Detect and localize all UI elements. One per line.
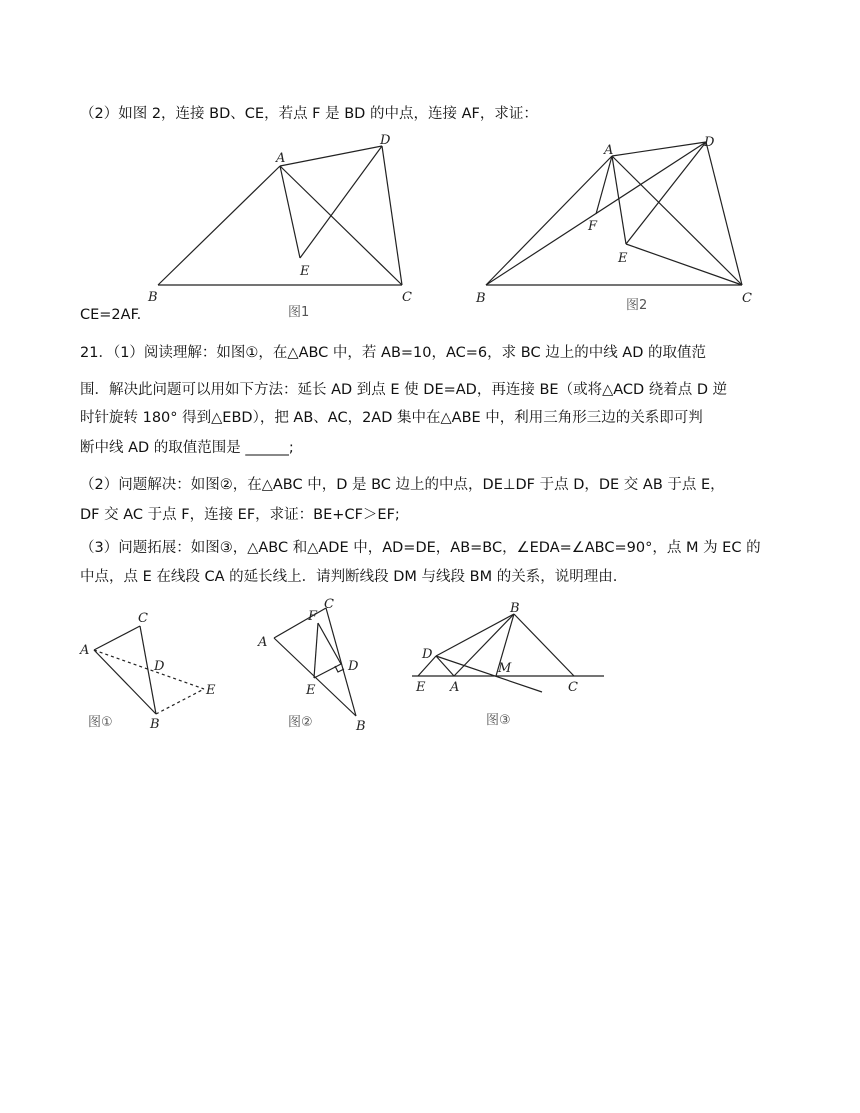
figb-label-c: C xyxy=(324,597,334,612)
problem20-part2-text: （2）如图 2，连接 BD、CE，若点 F 是 BD 的中点，连接 AF，求证： xyxy=(80,106,538,122)
figc-segment-db xyxy=(436,614,514,656)
figa-label-e: E xyxy=(206,683,216,698)
fig2-label-c: C xyxy=(742,291,752,306)
fig2-segment-ed xyxy=(626,142,706,244)
figa-label-a: A xyxy=(80,643,90,658)
problem21-line-8: 中点，点 E 在线段 CA 的延长线上．请判断线段 DM 与线段 BM 的关系，说明理由. xyxy=(80,569,618,585)
figb-segment-fd xyxy=(318,623,341,664)
fig2-label-b: B xyxy=(476,291,486,306)
fig2-caption: 图2 xyxy=(626,298,648,313)
figc-label-d: D xyxy=(422,647,433,662)
problem21-line-2: 围．解决此问题可以用如下方法：延长 AD 到点 E 使 DE=AD，再连接 BE（或将△ACD 绕着点 D 逆 xyxy=(80,382,728,398)
figa-label-d: D xyxy=(154,659,165,674)
figc-label-b: B xyxy=(510,601,520,616)
fig2-segment-ae xyxy=(612,156,626,244)
fig1-caption: 图1 xyxy=(288,305,310,320)
fig1-label-a: A xyxy=(276,151,286,166)
figb-label-b: B xyxy=(356,719,366,734)
figure-circled-1 xyxy=(74,604,234,734)
figa-segment-be xyxy=(156,689,204,714)
fig1-label-e: E xyxy=(300,264,310,279)
figb-caption: 图② xyxy=(288,715,313,730)
figure-1 xyxy=(140,130,430,320)
problem21-line-1: 21．（1）阅读理解：如图①，在△ABC 中，若 AB=10，AC=6，求 BC 边上的中线 AD 的取值范 xyxy=(80,345,706,361)
figb-label-a: A xyxy=(258,635,268,650)
fig1-label-b: B xyxy=(148,290,158,305)
figb-label-f: F xyxy=(308,609,318,624)
figure-circled-2 xyxy=(254,596,384,734)
fig2-segment-ec xyxy=(626,244,742,285)
figb-label-d: D xyxy=(348,659,359,674)
problem21-line-3: 时针旋转 180° 得到△EBD），把 AB、AC，2AD 集中在△ABE 中，利用三角形三边的关系即可判 xyxy=(80,410,703,426)
fig2-label-f: F xyxy=(588,219,598,234)
fig2-segment-dc xyxy=(706,142,742,285)
fig1-segment-ba xyxy=(158,166,280,285)
fig1-label-c: C xyxy=(402,290,412,305)
fig2-segment-ad xyxy=(612,142,706,156)
figa-caption: 图① xyxy=(88,715,113,730)
figc-label-m: M xyxy=(498,661,512,676)
figure-2 xyxy=(470,130,770,320)
fig1-label-d: D xyxy=(380,133,391,148)
figa-label-b: B xyxy=(150,717,160,732)
problem20-part2-end: CE=2AF. xyxy=(80,307,142,323)
fig1-segment-ed xyxy=(300,146,382,258)
figc-label-c: C xyxy=(568,680,578,695)
problem21-line-7: （3）问题拓展：如图③，△ABC 和△ADE 中，AD=DE，AB=BC，∠EDA=∠ABC=90°，点 M 为 EC 的 xyxy=(80,540,761,556)
figc-segment-bc xyxy=(514,614,574,676)
figc-caption: 图③ xyxy=(486,713,511,728)
fig1-segment-ac xyxy=(280,166,402,285)
fig1-segment-dc xyxy=(382,146,402,285)
figa-segment-ac xyxy=(94,626,140,650)
problem21-line-6: DF 交 AC 于点 F，连接 EF，求证：BE+CF＞EF; xyxy=(80,507,400,523)
fig2-label-e: E xyxy=(618,251,628,266)
problem21-line-5: （2）问题解决：如图②，在△ABC 中，D 是 BC 边上的中点，DE⊥DF 于点 D，DE 交 AB 于点 E， xyxy=(80,477,725,493)
fig2-label-a: A xyxy=(604,143,614,158)
figb-label-e: E xyxy=(306,683,316,698)
fig1-segment-ad xyxy=(280,146,382,166)
fig2-label-d: D xyxy=(704,135,715,150)
problem21-line-4: 断中线 AD 的取值范围是 ______; xyxy=(80,440,294,456)
fig2-segment-ac xyxy=(612,156,742,285)
figa-segment-ae xyxy=(94,650,204,689)
figure-circled-3 xyxy=(408,598,618,734)
figb-segment-fe xyxy=(314,623,318,678)
figc-label-e: E xyxy=(416,680,426,695)
fig1-segment-ae xyxy=(280,166,300,258)
figc-label-a: A xyxy=(450,680,460,695)
figa-label-c: C xyxy=(138,611,148,626)
